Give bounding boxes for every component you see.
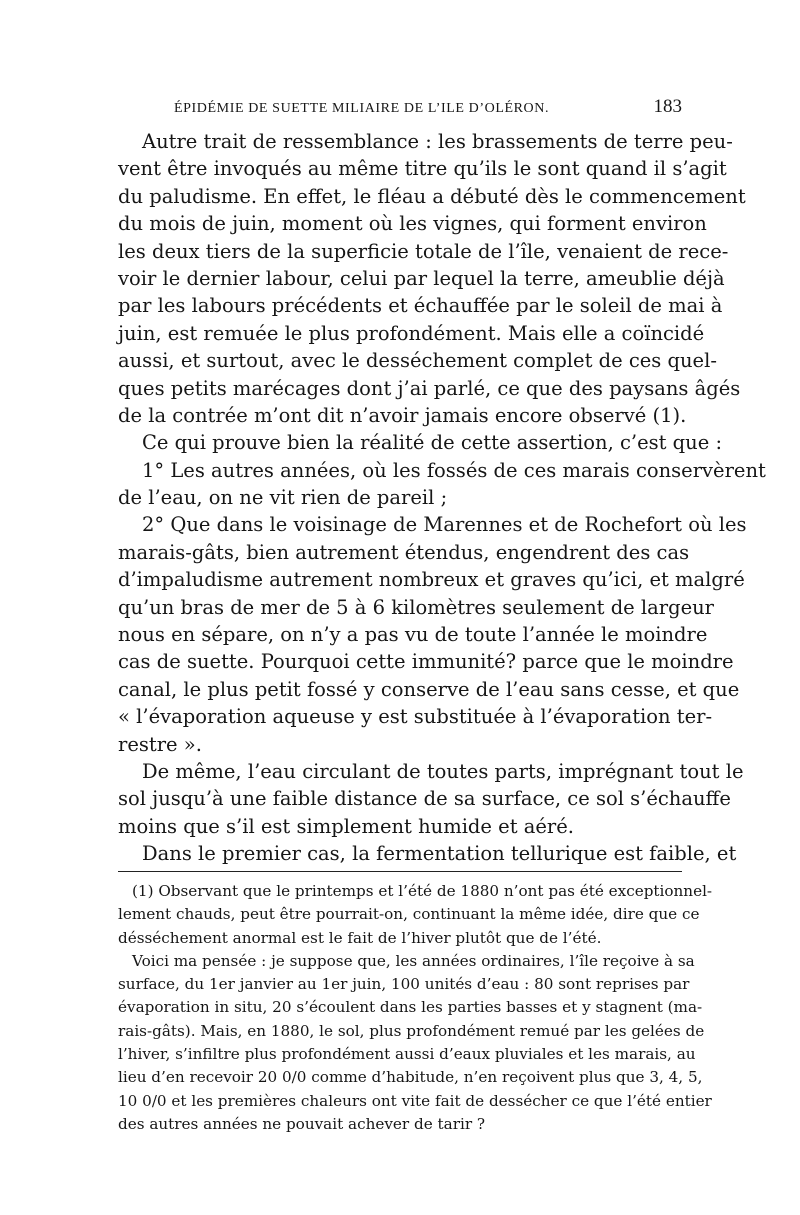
body-line: Autre trait de ressemblance : les brassements de terre peu- — [142, 130, 733, 153]
body-line: aussi, et surtout, avec le desséchement complet de ces quel- — [118, 349, 717, 373]
body-line: sol jusqu’à une faible distance de sa surface, ce sol s’échauffe — [118, 787, 731, 811]
footnote-line: Voici ma pensée : je suppose que, les années ordinaires, l’île reçoive à sa — [132, 951, 695, 970]
body-line: moins que s’il est simplement humide et aéré. — [118, 814, 574, 838]
body-line: vent être invoqués au même titre qu’ils le sont quand il s’agit — [118, 157, 727, 181]
body-line: « l’évaporation aqueuse y est substituée à l’évaporation ter- — [118, 705, 713, 729]
running-head — [118, 95, 682, 121]
body-line: 2° Que dans le voisinage de Marennes et de Rochefort où les — [142, 513, 747, 537]
body-text — [118, 128, 766, 868]
body-line: De même, l’eau circulant de toutes parts, imprégnant tout le — [142, 759, 744, 783]
footnote-line: désséchement anormal est le fait de l’hiver plutôt que de l’été. — [118, 928, 602, 947]
footnote-line: des autres années ne pouvait achever de tarir ? — [118, 1114, 486, 1133]
body-line: de la contrée m’ont dit n’avoir jamais encore observé (1). — [118, 403, 687, 427]
body-line: cas de suette. Pourquoi cette immunité? parce que le moindre — [118, 650, 734, 674]
footnote-line: lieu d’en recevoir 20 0/0 comme d’habitude, n’en reçoivent plus que 3, 4, 5, — [118, 1068, 703, 1087]
body-line: ques petits marécages dont j’ai parlé, ce que des paysans âgés — [118, 376, 741, 400]
footnote-line: (1) Observant que le printemps et l’été de 1880 n’ont pas été exceptionnel- — [132, 882, 713, 900]
page-number: 183 — [653, 96, 682, 117]
body-line: du paludisme. En effet, le fléau a débuté dès le commencement — [118, 184, 746, 208]
body-line: nous en sépare, on n’y a pas vu de toute l’année le moindre — [118, 623, 708, 647]
footnote-line: lement chauds, peut être pourrait-on, continuant la même idée, dire que ce — [118, 905, 700, 924]
footnotes — [118, 880, 713, 1136]
running-title: ÉPIDÉMIE DE SUETTE MILIAIRE DE L’ILE D’OLÉRON. — [174, 101, 550, 116]
footnote-line: rais-gâts). Mais, en 1880, le sol, plus profondément remué par les gelées de — [118, 1021, 705, 1040]
body-line: juin, est remuée le plus profondément. Mais elle a coïncidé — [118, 321, 705, 345]
body-line: du mois de juin, moment où les vignes, qui forment environ — [118, 212, 707, 236]
body-line: par les labours précédents et échauffée par le soleil de mai à — [118, 294, 723, 318]
footnote-line: l’hiver, s’infiltre plus profondément aussi d’eaux pluviales et les marais, au — [118, 1045, 696, 1064]
body-line: marais-gâts, bien autrement étendus, engendrent des cas — [118, 540, 690, 564]
body-line: d’impaludisme autrement nombreux et graves qu’ici, et malgré — [118, 568, 745, 592]
body-line: les deux tiers de la superficie totale de l’île, venaient de rece- — [118, 239, 729, 263]
body-line: canal, le plus petit fossé y conserve de l’eau sans cesse, et que — [118, 677, 740, 701]
footnote-rule — [118, 871, 682, 872]
body-line: qu’un bras de mer de 5 à 6 kilomètres seulement de largeur — [118, 595, 714, 619]
body-line: Dans le premier cas, la fermentation tellurique est faible, et — [142, 842, 737, 866]
body-line: de l’eau, on ne vit rien de pareil ; — [118, 486, 448, 510]
body-line: Ce qui prouve bien la réalité de cette assertion, c’est que : — [142, 431, 723, 455]
footnote-line: 10 0/0 et les premières chaleurs ont vite fait de dessécher ce que l’été entier — [118, 1091, 712, 1110]
body-line: 1° Les autres années, où les fossés de ces marais conservèrent — [142, 458, 766, 482]
footnote-line: surface, du 1er janvier au 1er juin, 100 unités d’eau : 80 sont reprises par — [118, 975, 690, 994]
footnote-line: évaporation in situ, 20 s’écoulent dans les parties basses et y stagnent (ma- — [118, 998, 703, 1017]
body-line: restre ». — [118, 732, 202, 756]
body-line: voir le dernier labour, celui par lequel la terre, ameublie déjà — [118, 266, 725, 290]
